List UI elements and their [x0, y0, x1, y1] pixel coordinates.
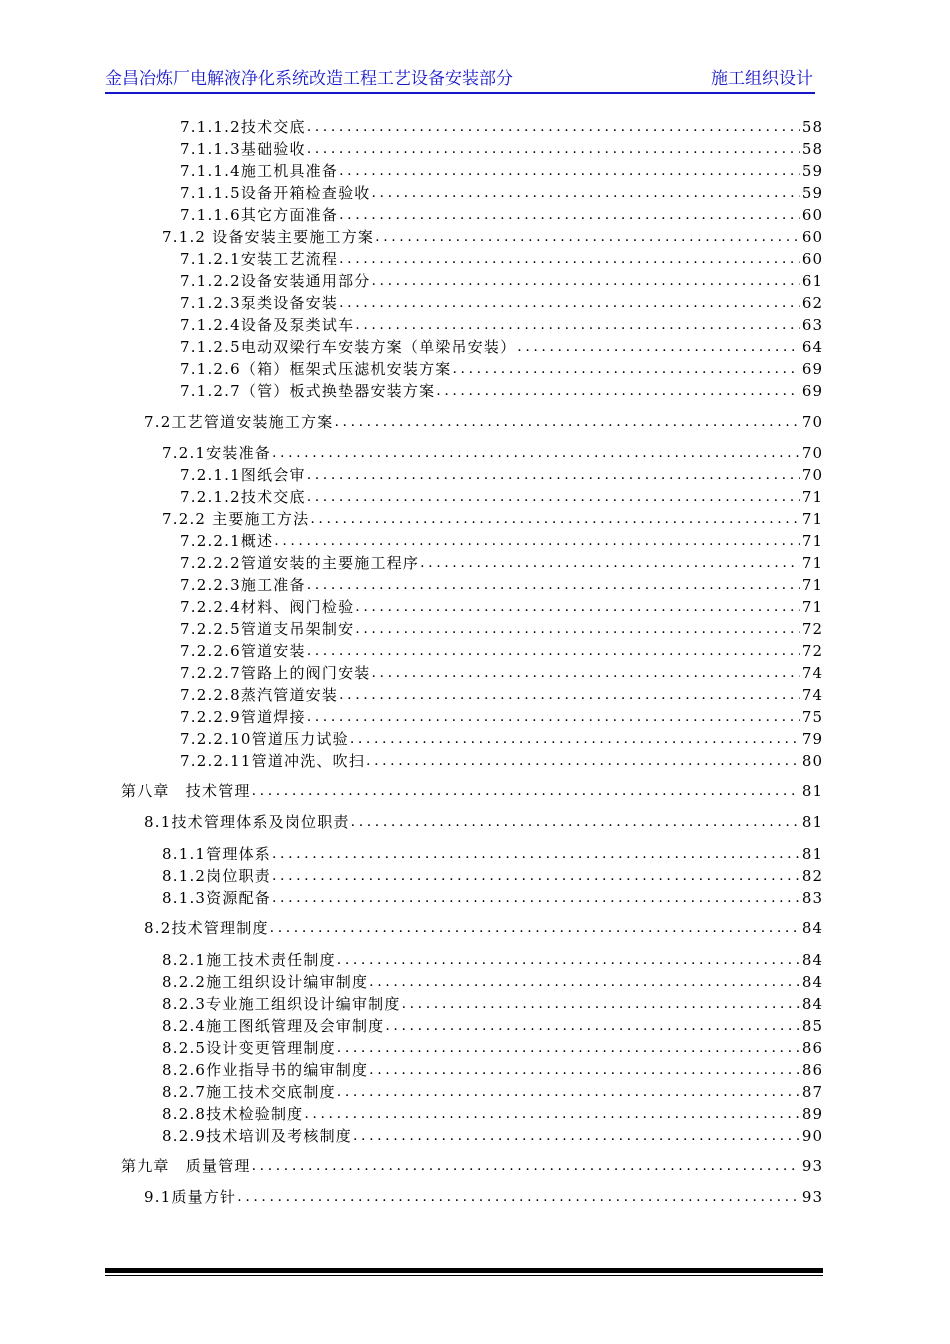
footer-rule-thin: [105, 1275, 823, 1276]
toc-entry-title: 7.2.1.2技术交底: [180, 488, 306, 506]
toc-entry[interactable]: [162, 842, 823, 864]
toc-entry[interactable]: [121, 1154, 823, 1176]
toc-entry[interactable]: [162, 1124, 823, 1146]
toc-entry[interactable]: [162, 886, 823, 908]
toc-entry-page: 59: [801, 184, 823, 202]
toc-entry-page: 71: [801, 554, 823, 572]
toc-entry-page: 71: [801, 598, 823, 616]
toc-entry-page: 70: [801, 413, 823, 431]
toc-entry-title: 7.2.2.4材料、阀门检验: [180, 598, 355, 616]
toc-entry-title: 7.2.2.1概述: [180, 532, 274, 550]
toc-entry-title: 7.2.2.3施工准备: [180, 576, 306, 594]
toc-entry-page: 70: [801, 444, 823, 462]
toc-entry[interactable]: [162, 507, 823, 529]
toc-leader-dots: [307, 487, 800, 507]
header-project-title: 金昌冶炼厂电解液净化系统改造工程工艺设备安装部分: [105, 69, 513, 89]
toc-entry[interactable]: [162, 225, 823, 247]
toc-leader-dots: [369, 1060, 800, 1080]
toc-entry-page: 87: [801, 1083, 823, 1101]
toc-leader-dots: [304, 1104, 800, 1124]
toc-entry-page: 71: [801, 488, 823, 506]
toc-entry[interactable]: [180, 247, 823, 269]
toc-leader-dots: [369, 972, 800, 992]
toc-entry-page: 70: [801, 466, 823, 484]
toc-entry-title: 7.1.2 设备安装主要施工方案: [162, 228, 375, 246]
toc-entry-title: 7.2.2.5管道支吊架制安: [180, 620, 355, 638]
toc-entry-title: 7.1.1.2技术交底: [180, 118, 306, 136]
toc-entry[interactable]: [180, 617, 823, 639]
toc-entry[interactable]: [180, 159, 823, 181]
toc-entry[interactable]: [180, 551, 823, 573]
toc-entry-page: 71: [801, 576, 823, 594]
toc-entry-title: 7.2.2.8蒸汽管道安装: [180, 686, 339, 704]
toc-entry-title: 8.2.6作业指导书的编审制度: [162, 1061, 369, 1079]
toc-entry-page: 75: [801, 708, 823, 726]
toc-entry-page: 58: [801, 140, 823, 158]
toc-entry-title: 第九章 质量管理: [121, 1157, 251, 1175]
toc-leader-dots: [402, 994, 800, 1014]
toc-leader-dots: [252, 1156, 800, 1176]
toc-leader-dots: [272, 888, 800, 908]
toc-entry-page: 69: [801, 382, 823, 400]
toc-entry-page: 85: [801, 1017, 823, 1035]
toc-leader-dots: [351, 812, 800, 832]
toc-leader-dots: [355, 597, 800, 617]
toc-entry-title: 7.1.2.5电动双梁行车安装方案（单梁吊安装）: [180, 338, 517, 356]
toc-entry-page: 72: [801, 620, 823, 638]
toc-leader-dots: [339, 685, 800, 705]
toc-entry-title: 7.1.2.2设备安装通用部分: [180, 272, 371, 290]
toc-entry-page: 63: [801, 316, 823, 334]
toc-leader-dots: [307, 641, 800, 661]
toc-entry[interactable]: [180, 181, 823, 203]
toc-entry-page: 82: [801, 867, 823, 885]
toc-entry[interactable]: [162, 948, 823, 970]
toc-entry[interactable]: [180, 379, 823, 401]
toc-entry-title: 7.1.1.6其它方面准备: [180, 206, 339, 224]
toc-leader-dots: [272, 844, 800, 864]
toc-entry-page: 86: [801, 1039, 823, 1057]
toc-leader-dots: [307, 117, 800, 137]
toc-leader-dots: [310, 509, 800, 529]
toc-entry[interactable]: [144, 410, 823, 432]
toc-entry-title: 8.2.9技术培训及考核制度: [162, 1127, 352, 1145]
toc-leader-dots: [517, 337, 800, 357]
toc-leader-dots: [252, 781, 800, 801]
toc-entry-page: 59: [801, 162, 823, 180]
toc-entry[interactable]: [162, 441, 823, 463]
toc-entry-title: 7.2.2 主要施工方法: [162, 510, 310, 528]
toc-entry[interactable]: [180, 705, 823, 727]
toc-leader-dots: [420, 553, 800, 573]
toc-leader-dots: [337, 1082, 800, 1102]
toc-entry[interactable]: [162, 1058, 823, 1080]
toc-entry-title: 7.2.2.11管道冲洗、吹扫: [180, 752, 366, 770]
toc-entry-title: 8.2.3专业施工组织设计编审制度: [162, 995, 401, 1013]
toc-leader-dots: [272, 443, 800, 463]
toc-entry-page: 72: [801, 642, 823, 660]
toc-leader-dots: [334, 412, 799, 432]
toc-entry-title: 第八章 技术管理: [121, 782, 251, 800]
toc-entry-page: 81: [801, 845, 823, 863]
toc-entry-page: 61: [801, 272, 823, 290]
toc-leader-dots: [371, 183, 799, 203]
toc-entry[interactable]: [180, 115, 823, 137]
toc-entry-title: 8.1技术管理体系及岗位职责: [144, 813, 350, 831]
toc-entry-title: 9.1质量方针: [144, 1188, 237, 1206]
toc-leader-dots: [339, 249, 800, 269]
toc-leader-dots: [355, 619, 800, 639]
toc-leader-dots: [371, 663, 799, 683]
toc-entry-title: 8.2.2施工组织设计编审制度: [162, 973, 369, 991]
toc-entry-title: 7.1.2.7（管）板式换垫器安装方案: [180, 382, 436, 400]
toc-entry[interactable]: [180, 595, 823, 617]
toc-entry[interactable]: [162, 1102, 823, 1124]
toc-entry[interactable]: [180, 203, 823, 225]
toc-entry-page: 79: [801, 730, 823, 748]
toc-entry[interactable]: [180, 463, 823, 485]
toc-entry[interactable]: [180, 661, 823, 683]
toc-leader-dots: [307, 465, 800, 485]
toc-entry-title: 8.2.1施工技术责任制度: [162, 951, 336, 969]
toc-leader-dots: [339, 205, 800, 225]
toc-entry-title: 8.1.3资源配备: [162, 889, 271, 907]
toc-entry-page: 71: [801, 510, 823, 528]
toc-leader-dots: [375, 227, 800, 247]
toc-entry-title: 7.2.1.1图纸会审: [180, 466, 306, 484]
toc-entry-title: 7.1.2.1安装工艺流程: [180, 250, 339, 268]
toc-entry-title: 8.2.7施工技术交底制度: [162, 1083, 336, 1101]
toc-entry-title: 7.1.1.4施工机具准备: [180, 162, 339, 180]
toc-entry-page: 69: [801, 360, 823, 378]
toc-entry-title: 7.1.1.3基础验收: [180, 140, 306, 158]
toc-entry-page: 58: [801, 118, 823, 136]
toc-entry[interactable]: [162, 992, 823, 1014]
toc-entry-title: 7.1.2.4设备及泵类试车: [180, 316, 355, 334]
toc-entry-page: 90: [801, 1127, 823, 1145]
toc-entry-title: 7.2.2.2管道安装的主要施工程序: [180, 554, 420, 572]
toc-leader-dots: [337, 950, 800, 970]
toc-entry-title: 7.2.2.9管道焊接: [180, 708, 306, 726]
toc-entry-page: 93: [801, 1157, 823, 1175]
toc-entry-title: 8.2.4施工图纸管理及会审制度: [162, 1017, 385, 1035]
toc-entry[interactable]: [180, 683, 823, 705]
toc-entry-title: 7.2工艺管道安装施工方案: [144, 413, 334, 431]
toc-entry-page: 86: [801, 1061, 823, 1079]
toc-entry[interactable]: [180, 357, 823, 379]
toc-entry-page: 81: [801, 813, 823, 831]
toc-leader-dots: [339, 161, 800, 181]
toc-entry[interactable]: [180, 639, 823, 661]
toc-leader-dots: [436, 381, 800, 401]
toc-entry[interactable]: [162, 1036, 823, 1058]
toc-entry-page: 89: [801, 1105, 823, 1123]
toc-entry-title: 7.1.1.5设备开箱检查验收: [180, 184, 371, 202]
toc-leader-dots: [355, 315, 800, 335]
toc-entry-page: 84: [801, 951, 823, 969]
toc-leader-dots: [307, 575, 800, 595]
toc-entry[interactable]: [121, 779, 823, 801]
toc-entry-page: 84: [801, 995, 823, 1013]
toc-entry-page: 71: [801, 532, 823, 550]
toc-entry-title: 7.1.2.6（箱）框架式压滤机安装方案: [180, 360, 452, 378]
toc-entry[interactable]: [162, 1014, 823, 1036]
toc-entry-title: 7.2.2.7管路上的阀门安装: [180, 664, 371, 682]
toc-entry-page: 60: [801, 206, 823, 224]
toc-entry-page: 80: [801, 752, 823, 770]
toc-entry-page: 74: [801, 686, 823, 704]
toc-leader-dots: [371, 271, 799, 291]
toc-entry[interactable]: [180, 269, 823, 291]
toc-entry[interactable]: [180, 529, 823, 551]
toc-leader-dots: [337, 1038, 800, 1058]
toc-entry-title: 7.2.2.6管道安装: [180, 642, 306, 660]
toc-entry[interactable]: [162, 864, 823, 886]
toc-entry-page: 83: [801, 889, 823, 907]
toc-entry-title: 7.2.1安装准备: [162, 444, 271, 462]
toc-leader-dots: [350, 729, 800, 749]
toc-leader-dots: [270, 918, 800, 938]
footer-rule-thick: [105, 1268, 823, 1273]
toc-entry[interactable]: [144, 810, 823, 832]
toc-entry-title: 8.2.5设计变更管理制度: [162, 1039, 336, 1057]
toc-entry-page: 81: [801, 782, 823, 800]
toc-entry-page: 64: [801, 338, 823, 356]
toc-entry[interactable]: [144, 1185, 823, 1207]
toc-leader-dots: [385, 1016, 800, 1036]
toc-entry-page: 84: [801, 919, 823, 937]
toc-leader-dots: [237, 1187, 800, 1207]
header-document-type: 施工组织设计: [711, 69, 813, 89]
toc-entry[interactable]: [180, 485, 823, 507]
toc-entry-title: 7.1.2.3泵类设备安装: [180, 294, 339, 312]
toc-entry-page: 93: [801, 1188, 823, 1206]
toc-entry-title: 8.2技术管理制度: [144, 919, 269, 937]
toc-entry-title: 8.1.2岗位职责: [162, 867, 271, 885]
toc-leader-dots: [274, 531, 800, 551]
toc-leader-dots: [307, 139, 800, 159]
toc-leader-dots: [366, 751, 800, 771]
toc-entry[interactable]: [162, 1080, 823, 1102]
toc-entry-title: 7.2.2.10管道压力试验: [180, 730, 349, 748]
toc-entry-page: 60: [801, 250, 823, 268]
toc-entry[interactable]: [180, 291, 823, 313]
toc-leader-dots: [307, 707, 800, 727]
toc-entry-page: 62: [801, 294, 823, 312]
toc-entry[interactable]: [180, 749, 823, 771]
toc-entry[interactable]: [180, 313, 823, 335]
toc-entry[interactable]: [180, 137, 823, 159]
toc-entry-title: 8.1.1管理体系: [162, 845, 271, 863]
toc-entry-page: 74: [801, 664, 823, 682]
toc-entry[interactable]: [162, 970, 823, 992]
toc-entry[interactable]: [180, 727, 823, 749]
toc-leader-dots: [339, 293, 800, 313]
toc-leader-dots: [452, 359, 799, 379]
toc-entry[interactable]: [180, 335, 823, 357]
toc-entry-page: 84: [801, 973, 823, 991]
toc-leader-dots: [353, 1126, 800, 1146]
toc-entry-title: 8.2.8技术检验制度: [162, 1105, 304, 1123]
toc-entry[interactable]: [144, 916, 823, 938]
toc-entry-page: 60: [801, 228, 823, 246]
toc-leader-dots: [272, 866, 800, 886]
toc-entry[interactable]: [180, 573, 823, 595]
